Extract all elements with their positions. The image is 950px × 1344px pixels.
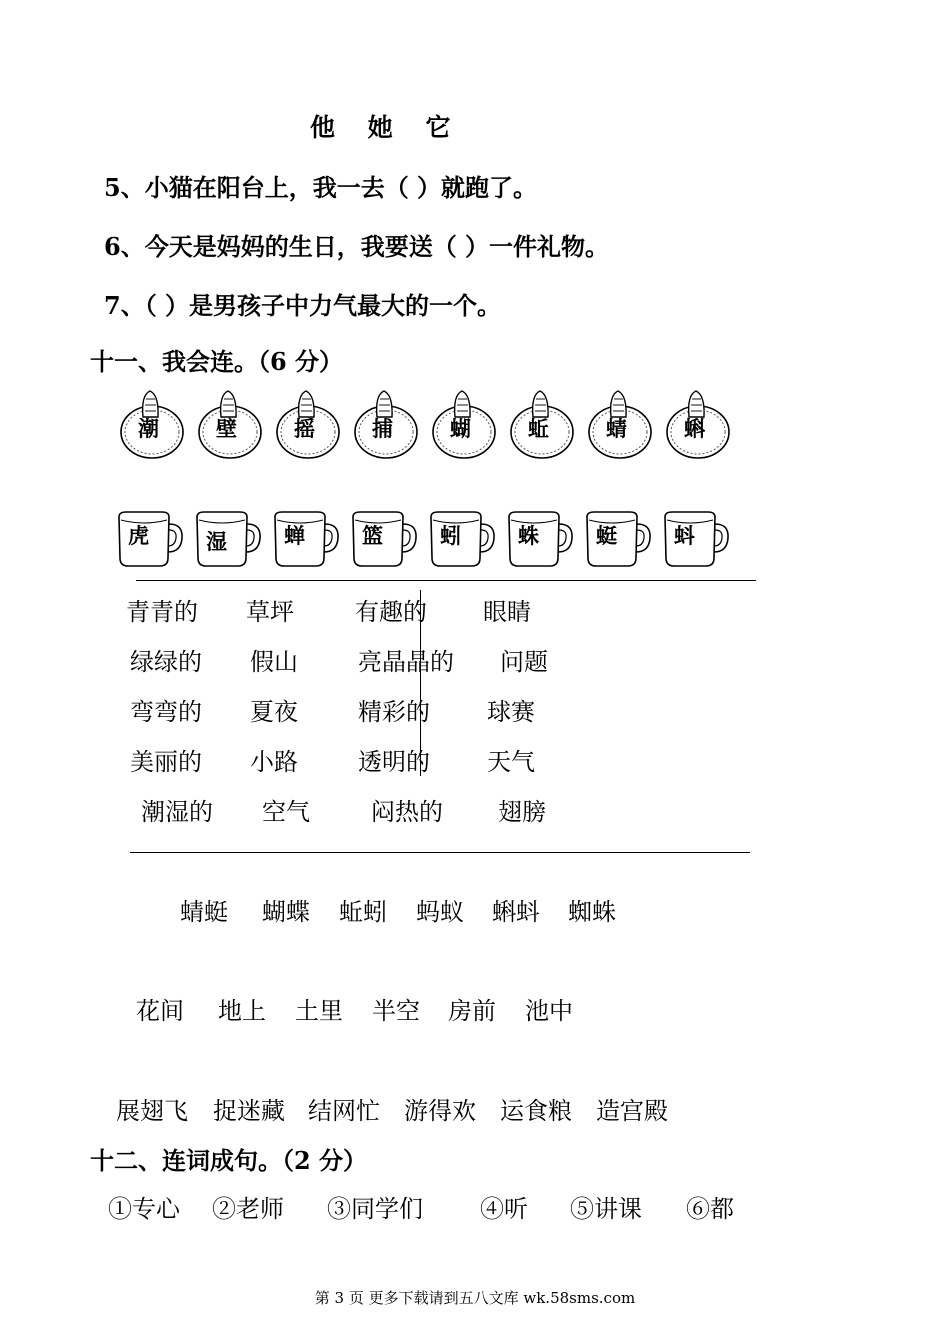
- word-cell[interactable]: 夏夜: [250, 698, 298, 726]
- cup-item[interactable]: [584, 510, 654, 570]
- question-7: 7、（ ）是男孩子中力气最大的一个。: [104, 291, 502, 320]
- cup-icon: [116, 510, 186, 570]
- divider-top: [136, 580, 756, 581]
- word-cell[interactable]: 球赛: [487, 698, 535, 726]
- place-word[interactable]: 半空: [372, 997, 420, 1025]
- place-word[interactable]: 土里: [295, 997, 343, 1025]
- sentence-word: ②老师: [212, 1195, 284, 1223]
- cup-icon: [194, 510, 264, 570]
- word-cell[interactable]: 翅膀: [498, 798, 546, 826]
- action-word[interactable]: 展翅飞: [116, 1097, 188, 1125]
- cup-char: 蚪: [674, 523, 695, 548]
- place-word[interactable]: 花间: [136, 997, 184, 1025]
- word-cell[interactable]: 空气: [262, 798, 310, 826]
- sentence-word: ⑥都: [686, 1195, 734, 1223]
- sentence-word: ⑤讲课: [570, 1195, 642, 1223]
- hat-char: 壁: [216, 416, 237, 441]
- word-cell[interactable]: 潮湿的: [141, 798, 213, 826]
- action-word[interactable]: 游得欢: [404, 1097, 476, 1125]
- place-word[interactable]: 池中: [525, 997, 573, 1025]
- hat-char: 蝌: [684, 416, 705, 441]
- insect-word[interactable]: 蜘蛛: [568, 898, 616, 926]
- action-word[interactable]: 捉迷藏: [213, 1097, 285, 1125]
- word-cell[interactable]: 绿绿的: [130, 648, 202, 676]
- place-word[interactable]: 房前: [448, 997, 496, 1025]
- hat-item[interactable]: [118, 385, 186, 465]
- word-cell[interactable]: 闷热的: [371, 798, 443, 826]
- question-5: 5、小猫在阳台上，我一去（ ）就跑了。: [104, 173, 538, 202]
- word-cell[interactable]: 青青的: [126, 598, 198, 626]
- word-cell[interactable]: 天气: [487, 748, 535, 776]
- insect-word[interactable]: 蝌蚪: [492, 898, 540, 926]
- hat-char: 潮: [138, 416, 159, 441]
- cup-char: 蚓: [440, 523, 461, 548]
- hat-char: 捕: [372, 416, 393, 441]
- hat-item[interactable]: [196, 385, 264, 465]
- cup-icon: [272, 510, 342, 570]
- word-cell[interactable]: 眼睛: [483, 598, 531, 626]
- cup-item[interactable]: [116, 510, 186, 570]
- word-cell[interactable]: 弯弯的: [130, 698, 202, 726]
- hat-item[interactable]: [508, 385, 576, 465]
- cup-char: 湿: [206, 529, 227, 554]
- pronoun-she: 她: [367, 113, 393, 142]
- insect-word[interactable]: 蜻蜓: [180, 898, 228, 926]
- hat-char: 摇: [294, 416, 315, 441]
- cup-item[interactable]: [662, 510, 732, 570]
- action-word[interactable]: 运食粮: [500, 1097, 572, 1125]
- sentence-word: ③同学们: [327, 1195, 423, 1223]
- page-footer: 第 3 页 更多下载请到五八文库 wk.58sms.com: [314, 1289, 636, 1307]
- question-6: 6、今天是妈妈的生日，我要送（ ）一件礼物。: [104, 232, 610, 261]
- cup-icon: [662, 510, 732, 570]
- word-cell[interactable]: 亮晶晶的: [358, 648, 454, 676]
- insect-word[interactable]: 蝴蝶: [262, 898, 310, 926]
- cup-char: 蜓: [596, 523, 617, 548]
- word-cell[interactable]: 草坪: [246, 598, 294, 626]
- word-cell[interactable]: 问题: [500, 648, 548, 676]
- insect-word[interactable]: 蚯蚓: [339, 898, 387, 926]
- pronoun-options: [310, 108, 464, 144]
- action-word[interactable]: 造宫殿: [596, 1097, 668, 1125]
- hat-item[interactable]: [352, 385, 420, 465]
- hat-item[interactable]: [430, 385, 498, 465]
- cup-char: 虎: [128, 523, 149, 548]
- pronoun-he: 他: [310, 113, 336, 142]
- hat-char: 蚯: [528, 416, 549, 441]
- cup-item[interactable]: [350, 510, 420, 570]
- pronoun-it: 它: [425, 113, 451, 142]
- word-cell[interactable]: 美丽的: [130, 748, 202, 776]
- cup-icon: [350, 510, 420, 570]
- hat-item[interactable]: [274, 385, 342, 465]
- cup-char: 蝉: [284, 523, 305, 548]
- cup-item[interactable]: [194, 510, 264, 570]
- section-11-title: 十一、我会连。（6 分）: [90, 347, 344, 376]
- cup-item[interactable]: [506, 510, 576, 570]
- cup-char: 蛛: [518, 523, 539, 548]
- sentence-word: ④听: [480, 1195, 528, 1223]
- cup-icon: [428, 510, 498, 570]
- cup-char: 篮: [362, 523, 383, 548]
- place-word[interactable]: 地上: [218, 997, 266, 1025]
- insect-word[interactable]: 蚂蚁: [416, 898, 464, 926]
- cup-item[interactable]: [272, 510, 342, 570]
- hat-char: 蜻: [606, 416, 627, 441]
- word-cell[interactable]: 有趣的: [355, 598, 427, 626]
- action-word[interactable]: 结网忙: [308, 1097, 380, 1125]
- hat-item[interactable]: [664, 385, 732, 465]
- sentence-word: ①专心: [108, 1195, 180, 1223]
- divider-bottom: [130, 852, 750, 853]
- hat-item[interactable]: [586, 385, 654, 465]
- hat-char: 蝴: [450, 416, 471, 441]
- cup-icon: [584, 510, 654, 570]
- word-cell[interactable]: 透明的: [358, 748, 430, 776]
- cup-item[interactable]: [428, 510, 498, 570]
- word-cell[interactable]: 精彩的: [358, 698, 430, 726]
- word-cell[interactable]: 小路: [250, 748, 298, 776]
- section-12-title: 十二、连词成句。（2 分）: [90, 1146, 368, 1175]
- word-cell[interactable]: 假山: [250, 648, 298, 676]
- cup-icon: [506, 510, 576, 570]
